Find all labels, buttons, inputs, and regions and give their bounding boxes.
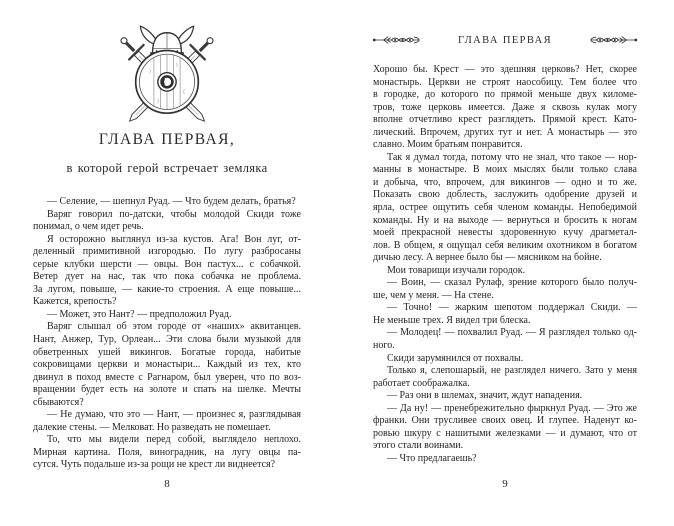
- text-line: Ветер дует на нас, так что пока собачка не проблема.: [33, 271, 301, 283]
- text-line: манны в монастыре. В моих мыслях были только слава: [373, 164, 637, 176]
- text-line: моей прекрасной невесты здоровенную кучу драгметал-: [373, 227, 637, 239]
- text-line: — Что предлагаешь?: [387, 452, 477, 464]
- viking-shield-icon: [106, 22, 228, 123]
- text-line: — Селение, — шепнул Руад. — Что будем делать, братья?: [47, 196, 296, 207]
- paragraph: [373, 353, 637, 366]
- text-line: лов. В общем, я ощущал себя великим охотником в богатом: [373, 239, 637, 251]
- paragraph: [33, 321, 301, 409]
- ornament-left-icon: [373, 35, 421, 45]
- text-line: серые клубки шерсти — овцы. Вон пастух... с собачкой.: [33, 258, 301, 270]
- paragraph: [373, 152, 637, 265]
- right-page-text: [373, 64, 637, 466]
- text-line: ного.: [373, 340, 395, 352]
- text-line: — Да ну! — пренебрежительно фыркнул Руад. — Это же: [387, 402, 637, 414]
- text-line: Показать свою доблесть, заслужить одобрение друзей и: [373, 189, 637, 201]
- text-line: Варяг слышал об этом городе от «наших» аквитанцев.: [47, 321, 301, 333]
- paragraph: [373, 64, 637, 152]
- text-line: двинул в поход вместе с Рагнаром, был уверен, что по воз-: [33, 371, 301, 383]
- text-line: — Раз они в шлемах, значит, ждут нападения.: [387, 390, 583, 402]
- chapter-title: ГЛАВА ПЕРВАЯ,: [98, 131, 236, 148]
- text-line: далекие стены. — Мелковат. Но разведать не помешает.: [33, 421, 271, 433]
- text-line: тров, тоже церковь имеется. Даже я сквозь кулак могу: [373, 101, 637, 113]
- text-line: монастырь. Церкви не строят наособицу. Тем более что: [373, 76, 637, 88]
- text-line: и добыча, что, впрочем, для викингов — одно и то же.: [373, 176, 637, 188]
- paragraph: [33, 234, 301, 309]
- chapter-illustration: [106, 22, 228, 123]
- text-line: Только я, слепошарый, не разглядел ничего. Зато у меня: [387, 365, 637, 377]
- text-line: деленный примитивной изгородью. По лугу разбросаны: [33, 246, 301, 258]
- round-shield-icon: [136, 51, 199, 114]
- right-page: [373, 0, 637, 526]
- text-line: Мирная картина. Поля, виноградник, на лугу овцы па-: [33, 446, 301, 458]
- paragraph: [33, 209, 301, 234]
- text-line: в городке, до которого по прямой меньше двух киломе-: [373, 89, 637, 101]
- paragraph: [373, 277, 637, 302]
- text-line: — Воин, — сказал Рулаф, зрение которого было получ-: [387, 277, 637, 289]
- text-line: лический. Впрочем, других тут и нет. А монастырь — это: [373, 126, 637, 138]
- chapter-subtitle: в которой герой встречает земляка: [66, 161, 268, 175]
- ornament-right-icon: [589, 35, 637, 45]
- running-head-title: ГЛАВА ПЕРВАЯ: [457, 34, 553, 46]
- paragraph: [373, 265, 637, 278]
- text-line: — Молодец! — похвалил Руад. — Я разглядел только од-: [387, 327, 637, 339]
- text-line: ше, чем у меня. — На стене.: [373, 289, 494, 301]
- left-page-text: [33, 196, 301, 472]
- right-page-number: 9: [502, 478, 508, 490]
- text-line: Варяг говорил по-датски, чтобы молодой Скиди тоже: [47, 208, 301, 220]
- paragraph: [373, 327, 637, 352]
- text-line: ровью шкуру с нашитыми железками — и думают, что от: [373, 427, 637, 439]
- text-line: команды. Ну и на выходе — вернуться и бросить к ногам: [373, 214, 637, 226]
- text-line: франки. Они трусливее своих овец. И глупее. Наденут ко-: [373, 415, 637, 427]
- text-line: — Может, это Нант? — предположил Руад.: [47, 308, 232, 320]
- text-line: обветренных ушей викингов. Богатые города, набитые: [33, 346, 301, 358]
- text-line: Я осторожно выглянул из-за кустов. Ага! Вон луг, от-: [47, 233, 301, 245]
- paragraph: [373, 365, 637, 390]
- paragraph: [33, 409, 301, 434]
- text-line: сбываются?: [33, 396, 84, 408]
- text-line: — Точно! — жарким шепотом поддержал Скиди. —: [387, 302, 637, 314]
- paragraph: [373, 302, 637, 327]
- text-line: Кажется, крепость?: [33, 296, 117, 308]
- text-line: работает соображалка.: [373, 377, 470, 389]
- running-head: [373, 33, 637, 47]
- text-line: За лугом, повыше, — какие-то строения. А еще повыше...: [33, 283, 301, 295]
- text-line: этого стали воинами.: [373, 440, 464, 452]
- text-line: сокровищами церкви и монастыри... Каждый из тех, кто: [33, 359, 301, 371]
- paragraph: [33, 434, 301, 472]
- text-line: Не меньше трех. Я видел три блеска.: [373, 314, 531, 326]
- paragraph: [373, 453, 637, 466]
- text-line: сутся. Чуть подальше из-за рощи не крест ли виднеется?: [33, 459, 276, 471]
- paragraph: [373, 390, 637, 403]
- text-line: вращении будет есть на золоте и спать на шелке. Мечты: [33, 384, 301, 396]
- text-line: ярла, острее ощутить себя членом команды. Непобедимой: [373, 202, 637, 214]
- text-line: Мои товарищи изучали городок.: [387, 264, 526, 276]
- left-page-number: 8: [164, 478, 170, 490]
- text-line: Нант, Анжер, Тур, Орлеан... Эти слова были музыкой для: [33, 334, 301, 346]
- text-line: Хорошо бы. Крест — это здешняя церковь? Нет, скорее: [373, 64, 637, 75]
- left-page: [33, 0, 301, 526]
- text-line: — Не думаю, что это — Нант, — произнес я, разглядывая: [47, 409, 301, 421]
- text-line: дичью лесу. А вернее было бы — мясником на бойне.: [373, 252, 602, 264]
- paragraph: [33, 309, 301, 322]
- text-line: Скиди зарумянился от похвалы.: [387, 352, 524, 364]
- text-line: понимал, о чем идет речь.: [33, 221, 144, 233]
- paragraph: [33, 196, 301, 209]
- paragraph: [373, 403, 637, 453]
- text-line: Так я думал тогда, потому что не знал, что такое — нор-: [387, 151, 637, 163]
- text-line: То, что мы видели перед собой, выглядело неплохо.: [47, 434, 301, 446]
- text-line: вполне отчетливо крест разглядеть. Прямой крест. Като-: [373, 114, 637, 126]
- text-line: славно. Моим братьям понравится.: [373, 139, 523, 151]
- horned-helmet-icon: [140, 26, 193, 53]
